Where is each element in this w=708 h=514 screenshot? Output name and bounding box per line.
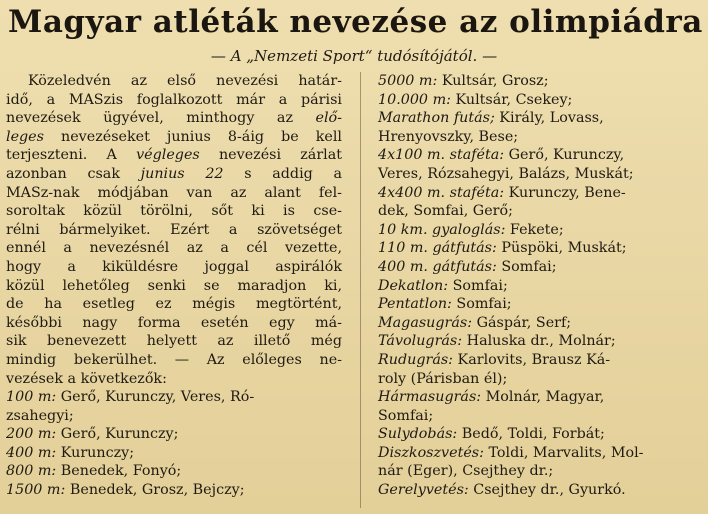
text-span: de ha esetleg ez mégis megtörtént, bbox=[6, 296, 342, 313]
text-span: ennél a nevezésnél az a cél vezette, bbox=[6, 240, 342, 257]
text-span: roly (Párisban él); bbox=[378, 370, 508, 387]
text-line bbox=[378, 91, 704, 110]
text-line bbox=[378, 277, 704, 296]
text-line bbox=[6, 165, 342, 184]
italic-span: 110 m. gátfutás: bbox=[378, 240, 497, 257]
text-line bbox=[378, 481, 704, 500]
text-span: közül lehetőleg senki se maradjon ki, bbox=[6, 277, 342, 294]
italic-span: Gerelyvetés: bbox=[378, 482, 469, 499]
text-span: Veres, Rózsahegyi, Balázs, Muskát; bbox=[378, 165, 634, 182]
text-line bbox=[378, 184, 704, 203]
italic-span: 10 km. gyaloglás: bbox=[378, 221, 506, 238]
text-span: sik benevezett helyett az illető még bbox=[6, 333, 342, 350]
text-span: Benedek, Fonyó; bbox=[56, 463, 182, 480]
text-span: Somfai; bbox=[378, 407, 434, 424]
text-line bbox=[378, 425, 704, 444]
text-line bbox=[378, 258, 704, 277]
left-column bbox=[6, 72, 342, 500]
text-span: soroltak közül törölni, sőt ki is cse- bbox=[6, 203, 342, 220]
text-span: Gáspár, Serf; bbox=[472, 314, 572, 331]
text-line bbox=[378, 388, 704, 407]
text-span: Gerő, Kurunczy, bbox=[504, 147, 625, 164]
text-line bbox=[6, 370, 342, 389]
text-line bbox=[6, 295, 342, 314]
text-line bbox=[378, 444, 704, 463]
text-span: s addig a bbox=[223, 165, 343, 182]
text-span: MASz-nak módjában van az alant fel- bbox=[6, 184, 342, 201]
byline: — A „Nemzeti Sport“ tudósítójától. — bbox=[210, 47, 498, 65]
text-line bbox=[6, 202, 342, 221]
italic-span: Marathon futás; bbox=[378, 110, 495, 127]
text-line bbox=[6, 146, 342, 165]
text-line bbox=[378, 351, 704, 370]
text-span: Bedő, Toldi, Forbát; bbox=[457, 426, 605, 443]
italic-span: 4x400 m. staféta: bbox=[378, 184, 505, 201]
text-line bbox=[378, 109, 704, 128]
text-span: Király, Lovass, bbox=[494, 110, 604, 127]
italic-span: 4x100 m. staféta: bbox=[378, 147, 505, 164]
text-span: Somfai; bbox=[496, 258, 557, 275]
text-line bbox=[6, 407, 342, 426]
italic-span: 100 m: bbox=[6, 389, 57, 406]
italic-span: Távolugrás: bbox=[378, 333, 463, 350]
text-line bbox=[6, 332, 342, 351]
text-line bbox=[6, 425, 342, 444]
text-span: nevezéseket junius 8-áig be kell bbox=[43, 128, 342, 145]
text-span: Csejthey dr., Gyurkó. bbox=[468, 482, 626, 499]
text-span: Kultsár, Grosz; bbox=[437, 73, 549, 89]
italic-span: Diszkoszvetés: bbox=[378, 444, 484, 461]
text-line bbox=[378, 407, 704, 426]
italic-span: végleges bbox=[136, 147, 200, 164]
text-line bbox=[378, 165, 704, 184]
italic-span: Sulydobás: bbox=[378, 426, 458, 443]
text-line bbox=[6, 109, 342, 128]
text-span: idő, a MASzis foglalkozott már a párisi bbox=[6, 91, 342, 108]
text-line bbox=[6, 481, 342, 500]
text-line bbox=[378, 314, 704, 333]
text-line bbox=[6, 184, 342, 203]
text-span: Molnár, Magyar, bbox=[481, 389, 605, 406]
italic-span: Magasugrás: bbox=[378, 314, 473, 331]
text-line bbox=[6, 239, 342, 258]
italic-span: 5000 m: bbox=[378, 73, 438, 89]
text-span: rélni bármelyiket. Ezért a szövetséget bbox=[6, 221, 342, 238]
text-line bbox=[378, 370, 704, 389]
text-line bbox=[6, 351, 342, 370]
text-line bbox=[378, 221, 704, 240]
text-span: terjeszteni. A bbox=[6, 147, 137, 164]
text-span: Gerő, Kurunczy; bbox=[56, 426, 179, 443]
column-divider bbox=[360, 72, 361, 508]
italic-span: 200 m: bbox=[6, 426, 57, 443]
text-line bbox=[378, 239, 704, 258]
text-line bbox=[378, 146, 704, 165]
italic-span: junius 22 bbox=[140, 165, 224, 182]
italic-span: 10.000 m: bbox=[378, 91, 451, 108]
text-span: Benedek, Grosz, Bejczy; bbox=[65, 482, 245, 499]
text-line bbox=[6, 221, 342, 240]
headline: Magyar atléták nevezése az olimpiádra bbox=[8, 4, 703, 40]
text-span: későbbi nagy forma esetén egy má- bbox=[6, 314, 342, 331]
text-span: nevezési zárlat bbox=[199, 147, 342, 164]
italic-span: 800 m: bbox=[6, 463, 57, 480]
text-line bbox=[6, 462, 342, 481]
text-line bbox=[378, 295, 704, 314]
text-line bbox=[378, 332, 704, 351]
text-span: Közeledvén az első nevezési határ- bbox=[28, 73, 342, 89]
text-line bbox=[6, 258, 342, 277]
text-line bbox=[6, 388, 342, 407]
text-span: Fekete; bbox=[505, 221, 564, 238]
italic-span: Pentatlon: bbox=[378, 296, 452, 313]
text-line bbox=[378, 72, 704, 91]
text-span: azonban csak bbox=[6, 165, 141, 182]
text-span: Somfai; bbox=[451, 296, 512, 313]
italic-span: 1500 m: bbox=[6, 482, 66, 499]
text-line bbox=[378, 202, 704, 221]
italic-span: Rudugrás: bbox=[378, 351, 453, 368]
right-column bbox=[378, 72, 704, 500]
text-span: Kurunczy, Bene- bbox=[504, 184, 626, 201]
text-span: nevezések ügyével, minthogy az bbox=[6, 110, 316, 127]
text-span: zsahegyi; bbox=[6, 407, 74, 424]
text-span: hogy a kiküldésre joggal aspirálók bbox=[6, 258, 342, 275]
text-span: Kurunczy; bbox=[56, 444, 135, 461]
italic-span: Dekatlon: bbox=[378, 277, 449, 294]
italic-span: Hármasugrás: bbox=[378, 389, 482, 406]
text-line bbox=[6, 72, 342, 91]
italic-span: 400 m. gátfutás: bbox=[378, 258, 497, 275]
text-span: vezések a következők: bbox=[6, 370, 167, 387]
text-span: Hrenyovszky, Bese; bbox=[378, 128, 519, 145]
text-span: Karlovits, Brausz Ká- bbox=[453, 351, 611, 368]
text-span: Kultsár, Csekey; bbox=[450, 91, 573, 108]
text-line bbox=[6, 128, 342, 147]
text-line bbox=[6, 277, 342, 296]
text-span: nár (Eger), Csejthey dr.; bbox=[378, 463, 554, 480]
text-span: Gerő, Kurunczy, Veres, Ró- bbox=[56, 389, 255, 406]
text-span: Toldi, Marvalits, Mol- bbox=[483, 444, 644, 461]
text-line bbox=[6, 91, 342, 110]
italic-span: elő- bbox=[315, 110, 342, 127]
text-span: mindig bekerülhet. — Az előleges ne- bbox=[6, 351, 342, 368]
text-line bbox=[6, 314, 342, 333]
italic-span: leges bbox=[6, 128, 44, 145]
text-span: Püspöki, Muskát; bbox=[496, 240, 627, 257]
italic-span: 400 m: bbox=[6, 444, 57, 461]
text-span: dek, Somfai, Gerő; bbox=[378, 203, 513, 220]
text-line bbox=[6, 444, 342, 463]
text-line bbox=[378, 462, 704, 481]
text-line bbox=[378, 128, 704, 147]
text-span: Somfai; bbox=[448, 277, 508, 294]
text-span: Haluska dr., Molnár; bbox=[462, 333, 616, 350]
